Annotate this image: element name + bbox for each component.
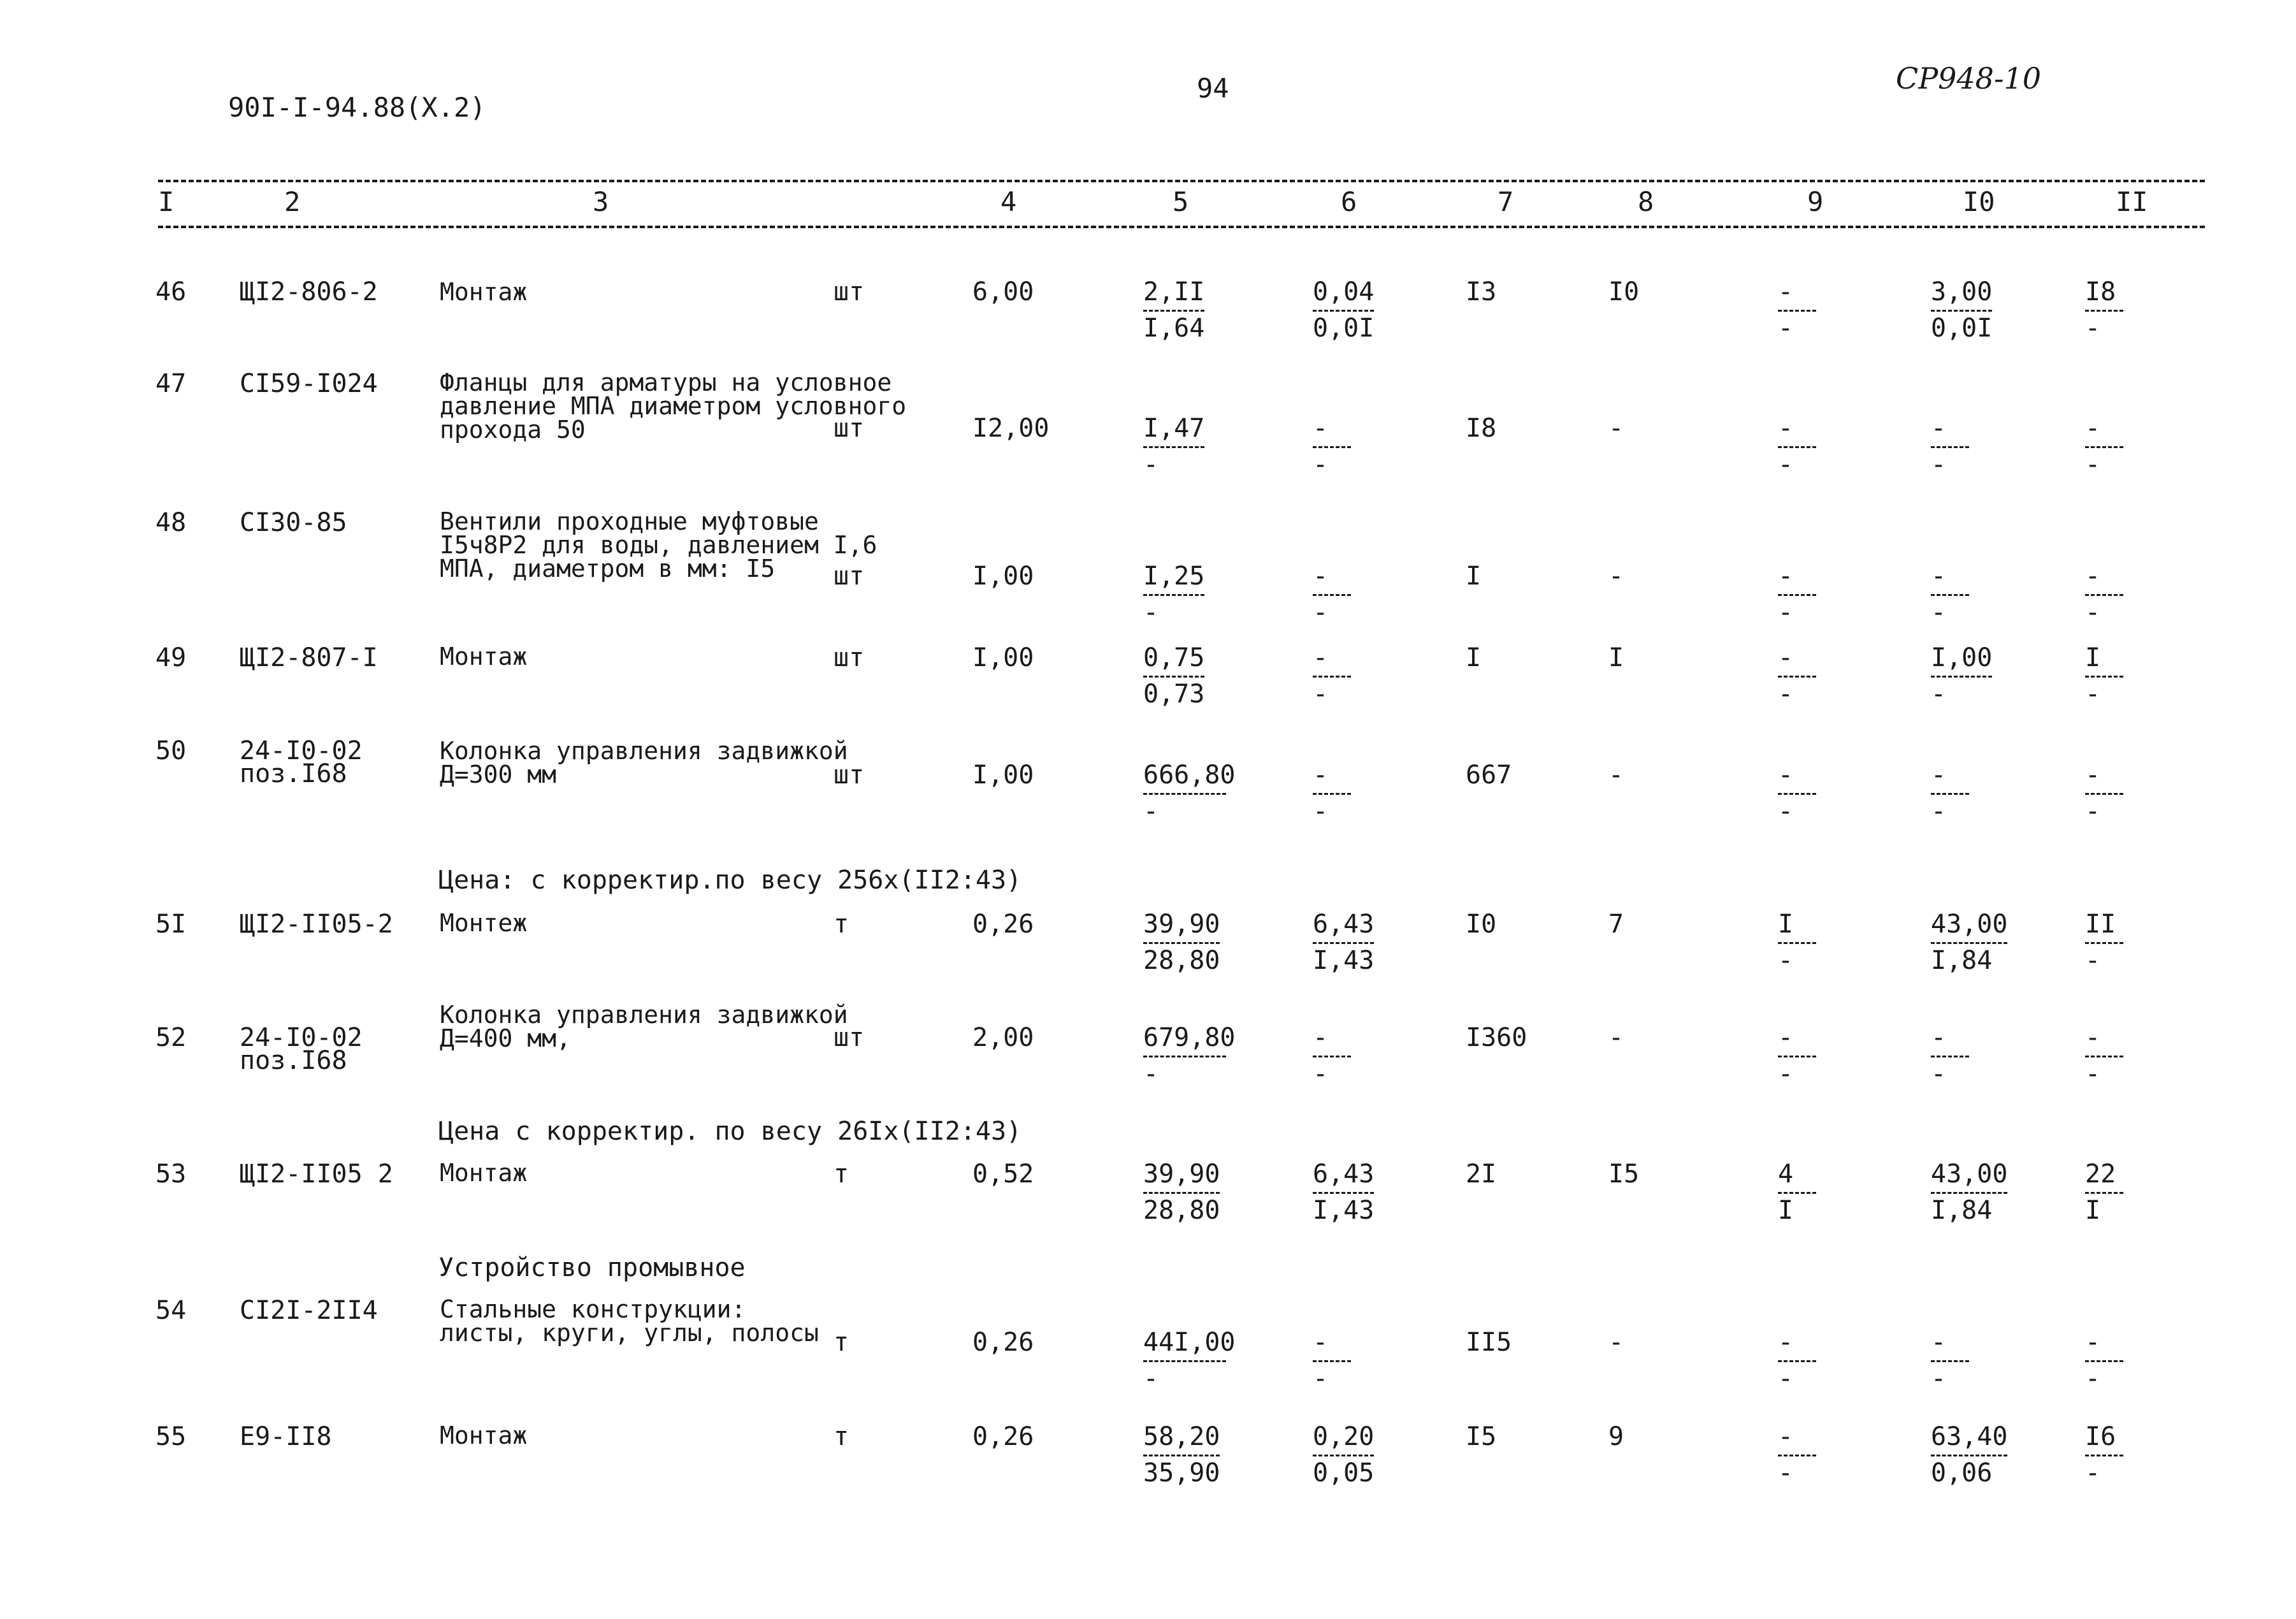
col7-value: I0 — [1466, 910, 1497, 939]
fraction-bar — [2085, 1360, 2123, 1362]
rate-code: 24-I0-02 — [240, 1023, 363, 1052]
col9-value-top: - — [1778, 1023, 1794, 1052]
rate-code: ЩI2-II05-2 — [240, 910, 393, 939]
cost-total-top: 666,80 — [1143, 760, 1236, 790]
cost-total — [1143, 1025, 1236, 1087]
col7-value: I5 — [1466, 1422, 1497, 1451]
col9-value-top: - — [1778, 760, 1794, 790]
col11-value-bottom: - — [2085, 314, 2101, 343]
page-number: 94 — [1197, 73, 1229, 104]
col8-value: - — [1608, 414, 1624, 443]
fraction-bar — [1778, 942, 1816, 944]
row-number: 48 — [155, 508, 187, 537]
col11-value-top: - — [2085, 760, 2101, 790]
col11-value — [2085, 279, 2123, 341]
work-description: Монтаж — [440, 643, 528, 671]
fraction-bar — [1931, 1192, 2007, 1194]
cost-total — [1143, 762, 1236, 824]
cost-machines-top: - — [1313, 643, 1329, 672]
quantity: 0,52 — [972, 1159, 1034, 1189]
document-reference: 90I-I-94.88(X.2) — [228, 92, 486, 123]
col11-value — [2085, 416, 2123, 477]
cost-total-top: 39,90 — [1143, 1159, 1220, 1189]
fraction-bar — [1313, 446, 1351, 448]
cost-machines-top: 0,20 — [1313, 1422, 1375, 1451]
unit: шт — [834, 760, 865, 790]
col11-value-bottom: - — [2085, 946, 2101, 975]
section-heading: Устройство промывное — [438, 1253, 746, 1282]
col9-value — [1778, 1330, 1816, 1391]
cost-machines — [1313, 563, 1351, 625]
col11-value-bottom: - — [2085, 598, 2101, 627]
col10-value-bottom: 0,0I — [1931, 314, 1993, 343]
cost-total-bottom: I,64 — [1143, 314, 1205, 343]
quantity: I,00 — [972, 643, 1034, 672]
rate-code-position: поз.I68 — [240, 1046, 347, 1075]
unit: шт — [834, 414, 865, 443]
work-description: Монтеж — [440, 909, 528, 937]
cost-machines-bottom: I,43 — [1313, 946, 1375, 975]
fraction-bar — [1778, 1455, 1816, 1456]
cost-machines — [1313, 1424, 1374, 1486]
cost-total-bottom: - — [1143, 1059, 1159, 1089]
col9-value-top: - — [1778, 1422, 1794, 1451]
fraction-bar — [2085, 676, 2123, 678]
fraction-bar — [1313, 1192, 1374, 1194]
col8-value: - — [1608, 562, 1624, 591]
fraction-bar — [1778, 1360, 1816, 1362]
cost-machines — [1313, 1330, 1351, 1391]
cost-machines — [1313, 416, 1351, 477]
fraction-bar — [1778, 1056, 1816, 1057]
cost-machines-top: - — [1313, 562, 1329, 591]
price-note: Цена с корректир. по весу 26Iх(II2:43) — [438, 1117, 1022, 1146]
cost-machines-bottom: 0,05 — [1313, 1458, 1375, 1488]
cost-total — [1143, 1424, 1220, 1486]
col9-value — [1778, 645, 1816, 707]
rate-code: ЩI2-806-2 — [240, 277, 378, 307]
col11-value-top: I8 — [2085, 277, 2116, 307]
column-header: 9 — [1807, 186, 1824, 217]
col10-value-bottom: - — [1931, 1364, 1947, 1393]
col10-value — [1931, 1025, 1969, 1087]
work-description: Монтаж — [440, 1421, 528, 1449]
col9-value — [1778, 279, 1816, 341]
fraction-bar — [1931, 1455, 2007, 1456]
col10-value — [1931, 1424, 2007, 1486]
col8-value: I5 — [1608, 1159, 1640, 1189]
col10-value-bottom: I,84 — [1931, 946, 1993, 975]
fraction-bar — [2085, 1455, 2123, 1456]
fraction-bar — [1313, 793, 1351, 795]
rate-code: E9-II8 — [240, 1422, 332, 1451]
col10-value — [1931, 1330, 1969, 1391]
cost-total-bottom: - — [1143, 797, 1159, 826]
cost-machines-top: 6,43 — [1313, 910, 1375, 939]
col10-value-bottom: 0,06 — [1931, 1458, 1993, 1488]
col11-value — [2085, 911, 2123, 973]
col11-value — [2085, 563, 2123, 625]
col11-value — [2085, 1025, 2123, 1087]
col8-value: - — [1608, 1328, 1624, 1357]
col9-value — [1778, 1424, 1816, 1486]
cost-total-bottom: - — [1143, 598, 1159, 627]
column-header: I0 — [1963, 186, 1995, 217]
col8-value: - — [1608, 1023, 1624, 1052]
col10-value-top: 43,00 — [1931, 1159, 2008, 1189]
document-code: СР948-10 — [1896, 61, 2042, 96]
column-header: 4 — [1000, 186, 1017, 217]
col10-value — [1931, 279, 1992, 341]
col9-value — [1778, 911, 1816, 973]
col10-value-top: 63,40 — [1931, 1422, 2008, 1451]
quantity: 2,00 — [972, 1023, 1034, 1052]
fraction-bar — [1313, 594, 1351, 596]
quantity: 0,26 — [972, 910, 1034, 939]
col9-value-top: - — [1778, 562, 1794, 591]
row-number: 53 — [155, 1159, 187, 1189]
cost-total-top: 58,20 — [1143, 1422, 1220, 1451]
col11-value-bottom: - — [2085, 679, 2101, 709]
row-number: 47 — [155, 369, 187, 398]
col7-value: I3 — [1466, 277, 1497, 307]
col11-value-bottom: - — [2085, 1059, 2101, 1089]
price-note: Цена: с корректир.по весу 256х(II2:43) — [438, 866, 1022, 895]
col10-value-top: - — [1931, 562, 1947, 591]
col8-value: 7 — [1608, 910, 1624, 939]
col9-value — [1778, 762, 1816, 824]
cost-total — [1143, 416, 1204, 477]
unit: т — [834, 910, 849, 939]
fraction-bar — [1143, 1360, 1226, 1362]
row-number: 49 — [155, 643, 187, 672]
unit: шт — [834, 562, 865, 591]
cost-total-bottom: 0,73 — [1143, 679, 1205, 709]
col10-value — [1931, 762, 1969, 824]
fraction-bar — [1931, 793, 1969, 795]
col7-value: I8 — [1466, 414, 1497, 443]
work-description: Вентили проходные муфтовые I5ч8Р2 для воды, давлением I,6 МПА, диаметром в мм: I5 — [440, 507, 877, 583]
cost-machines-bottom: I,43 — [1313, 1196, 1375, 1225]
cost-total — [1143, 645, 1204, 707]
col8-value: - — [1608, 760, 1624, 790]
fraction-bar — [1143, 1192, 1220, 1194]
col9-value-top: - — [1778, 643, 1794, 672]
row-number: 46 — [155, 277, 187, 307]
cost-total-top: 2,II — [1143, 277, 1205, 307]
work-description: Монтаж — [440, 1159, 528, 1187]
col10-value-bottom: - — [1931, 450, 1947, 479]
col9-value-bottom: I — [1778, 1196, 1794, 1225]
header-top-rule — [158, 180, 2205, 182]
col9-value — [1778, 1161, 1816, 1223]
fraction-bar — [2085, 446, 2123, 448]
col9-value-top: 4 — [1778, 1159, 1794, 1189]
fraction-bar — [1931, 594, 1969, 596]
cost-machines-top: - — [1313, 414, 1329, 443]
header-bottom-rule — [158, 226, 2205, 228]
col8-value: I — [1608, 643, 1624, 672]
row-number: 50 — [155, 736, 187, 766]
unit: т — [834, 1328, 849, 1357]
cost-machines-bottom: - — [1313, 598, 1329, 627]
col10-value-top: - — [1931, 414, 1947, 443]
col7-value: II5 — [1466, 1328, 1512, 1357]
cost-machines-top: 6,43 — [1313, 1159, 1375, 1189]
cost-total-top: 44I,00 — [1143, 1328, 1236, 1357]
fraction-bar — [1931, 676, 1992, 678]
fraction-bar — [1143, 676, 1204, 678]
unit: т — [834, 1159, 849, 1189]
cost-total-top: I,25 — [1143, 562, 1205, 591]
column-header: II — [2116, 186, 2148, 217]
fraction-bar — [1143, 446, 1204, 448]
col11-value — [2085, 1330, 2123, 1391]
cost-machines-top: - — [1313, 1023, 1329, 1052]
col11-value-top: - — [2085, 562, 2101, 591]
cost-total-top: 39,90 — [1143, 910, 1220, 939]
col11-value-bottom: - — [2085, 797, 2101, 826]
col11-value-top: 22 — [2085, 1159, 2116, 1189]
cost-machines — [1313, 1025, 1351, 1087]
column-header: 2 — [284, 186, 301, 217]
fraction-bar — [1778, 594, 1816, 596]
col11-value — [2085, 645, 2123, 707]
cost-machines-top: - — [1313, 760, 1329, 790]
col11-value-top: I — [2085, 643, 2101, 672]
fraction-bar — [1313, 1455, 1374, 1456]
column-header: 5 — [1173, 186, 1189, 217]
col10-value — [1931, 416, 1969, 477]
rate-code: CI59-I024 — [240, 369, 378, 398]
col7-value: 2I — [1466, 1159, 1497, 1189]
fraction-bar — [2085, 793, 2123, 795]
col9-value-bottom: - — [1778, 598, 1794, 627]
rate-code-position: поз.I68 — [240, 759, 347, 788]
col9-value-top: I — [1778, 910, 1794, 939]
cost-total-bottom: - — [1143, 1364, 1159, 1393]
fraction-bar — [1313, 1056, 1351, 1057]
quantity: 6,00 — [972, 277, 1034, 307]
fraction-bar — [1143, 1056, 1226, 1057]
fraction-bar — [1143, 594, 1204, 596]
fraction-bar — [1143, 942, 1220, 944]
col10-value-bottom: - — [1931, 679, 1947, 709]
work-description: Стальные конструкции: листы, круги, углы, полосы — [440, 1295, 819, 1347]
col10-value-top: - — [1931, 760, 1947, 790]
fraction-bar — [2085, 942, 2123, 944]
col7-value: 667 — [1466, 760, 1512, 790]
col10-value — [1931, 1161, 2007, 1223]
unit: т — [834, 1422, 849, 1451]
cost-machines — [1313, 645, 1351, 707]
col11-value — [2085, 1424, 2123, 1486]
fraction-bar — [1313, 310, 1374, 312]
col10-value — [1931, 911, 2007, 973]
fraction-bar — [1313, 1360, 1351, 1362]
col10-value-top: - — [1931, 1023, 1947, 1052]
cost-machines-top: 0,04 — [1313, 277, 1375, 307]
unit: шт — [834, 1023, 865, 1052]
col9-value-bottom: - — [1778, 1059, 1794, 1089]
quantity: I,00 — [972, 562, 1034, 591]
row-number: 52 — [155, 1023, 187, 1052]
cost-total — [1143, 279, 1204, 341]
col11-value-bottom: - — [2085, 1458, 2101, 1488]
col10-value-top: 43,00 — [1931, 910, 2008, 939]
col10-value-bottom: - — [1931, 1059, 1947, 1089]
col10-value — [1931, 645, 1992, 707]
col10-value-top: 3,00 — [1931, 277, 1993, 307]
column-header: 7 — [1498, 186, 1514, 217]
quantity: I2,00 — [972, 414, 1050, 443]
cost-machines — [1313, 279, 1374, 341]
fraction-bar — [1931, 446, 1969, 448]
fraction-bar — [1778, 676, 1816, 678]
col7-value: I — [1466, 643, 1482, 672]
cost-machines-bottom: - — [1313, 450, 1329, 479]
col8-value: I0 — [1608, 277, 1640, 307]
col10-value-top: - — [1931, 1328, 1947, 1357]
work-description: Фланцы для арматуры на условное давление МПА диаметром условного прохода 50 — [440, 368, 907, 444]
work-description: Монтаж — [440, 278, 528, 306]
col10-value-top: I,00 — [1931, 643, 1993, 672]
fraction-bar — [2085, 310, 2123, 312]
fraction-bar — [2085, 1056, 2123, 1057]
col9-value — [1778, 416, 1816, 477]
cost-machines-bottom: 0,0I — [1313, 314, 1375, 343]
col11-value-top: - — [2085, 1328, 2101, 1357]
col8-value: 9 — [1608, 1422, 1624, 1451]
quantity: 0,26 — [972, 1422, 1034, 1451]
col9-value-bottom: - — [1778, 1458, 1794, 1488]
cost-machines-bottom: - — [1313, 1059, 1329, 1089]
col11-value — [2085, 762, 2123, 824]
fraction-bar — [1931, 1360, 1969, 1362]
fraction-bar — [1931, 1056, 1969, 1057]
col9-value-bottom: - — [1778, 314, 1794, 343]
col9-value-bottom: - — [1778, 1364, 1794, 1393]
quantity: 0,26 — [972, 1328, 1034, 1357]
col9-value-top: - — [1778, 414, 1794, 443]
col9-value — [1778, 1025, 1816, 1087]
row-number: 55 — [155, 1422, 187, 1451]
cost-total — [1143, 1330, 1236, 1391]
column-header: 6 — [1341, 186, 1357, 217]
cost-total — [1143, 911, 1220, 973]
fraction-bar — [1778, 310, 1816, 312]
col11-value-bottom: - — [2085, 1364, 2101, 1393]
cost-total-top: 0,75 — [1143, 643, 1205, 672]
col9-value-bottom: - — [1778, 946, 1794, 975]
fraction-bar — [1313, 676, 1351, 678]
fraction-bar — [2085, 594, 2123, 596]
col10-value-bottom: I,84 — [1931, 1196, 1993, 1225]
col11-value-top: - — [2085, 414, 2101, 443]
fraction-bar — [1313, 942, 1374, 944]
cost-machines — [1313, 762, 1351, 824]
col9-value-bottom: - — [1778, 679, 1794, 709]
col9-value-top: - — [1778, 1328, 1794, 1357]
row-number: 5I — [155, 910, 187, 939]
rate-code: CI2I-2II4 — [240, 1296, 378, 1325]
rate-code: ЩI2-807-I — [240, 643, 378, 672]
fraction-bar — [1143, 310, 1204, 312]
fraction-bar — [1778, 793, 1816, 795]
cost-total-bottom: 28,80 — [1143, 1196, 1220, 1225]
column-header: 8 — [1638, 186, 1654, 217]
work-description: Колонка управления задвижкой Д=300 мм — [440, 737, 848, 788]
fraction-bar — [1931, 310, 1992, 312]
rate-code: 24-I0-02 — [240, 736, 363, 766]
work-description: Колонка управления задвижкой Д=400 мм, — [440, 1001, 848, 1052]
col11-value-bottom: - — [2085, 450, 2101, 479]
rate-code: CI30-85 — [240, 508, 347, 537]
cost-total-top: I,47 — [1143, 414, 1205, 443]
col7-value: I — [1466, 562, 1482, 591]
fraction-bar — [1778, 446, 1816, 448]
cost-total-top: 679,80 — [1143, 1023, 1236, 1052]
col11-value — [2085, 1161, 2123, 1223]
fraction-bar — [1143, 793, 1226, 795]
cost-total — [1143, 563, 1204, 625]
cost-machines-bottom: - — [1313, 797, 1329, 826]
col9-value — [1778, 563, 1816, 625]
cost-machines — [1313, 911, 1374, 973]
col7-value: I360 — [1466, 1023, 1527, 1052]
col10-value — [1931, 563, 1969, 625]
row-number: 54 — [155, 1296, 187, 1325]
fraction-bar — [2085, 1192, 2123, 1194]
col9-value-bottom: - — [1778, 450, 1794, 479]
col9-value-top: - — [1778, 277, 1794, 307]
cost-total-bottom: 28,80 — [1143, 946, 1220, 975]
col10-value-bottom: - — [1931, 797, 1947, 826]
fraction-bar — [1143, 1455, 1220, 1456]
cost-total-bottom: 35,90 — [1143, 1458, 1220, 1488]
col11-value-bottom: I — [2085, 1196, 2101, 1225]
col11-value-top: I6 — [2085, 1422, 2116, 1451]
col11-value-top: II — [2085, 910, 2116, 939]
unit: шт — [834, 277, 865, 307]
fraction-bar — [1931, 942, 2007, 944]
cost-machines — [1313, 1161, 1374, 1223]
column-header: I — [158, 186, 175, 217]
unit: шт — [834, 643, 865, 672]
cost-total-bottom: - — [1143, 450, 1159, 479]
quantity: I,00 — [972, 760, 1034, 790]
col9-value-bottom: - — [1778, 797, 1794, 826]
col11-value-top: - — [2085, 1023, 2101, 1052]
col10-value-bottom: - — [1931, 598, 1947, 627]
rate-code: ЩI2-II05 2 — [240, 1159, 393, 1189]
cost-machines-top: - — [1313, 1328, 1329, 1357]
fraction-bar — [1778, 1192, 1816, 1194]
cost-machines-bottom: - — [1313, 679, 1329, 709]
cost-total — [1143, 1161, 1220, 1223]
column-header: 3 — [593, 186, 609, 217]
cost-machines-bottom: - — [1313, 1364, 1329, 1393]
